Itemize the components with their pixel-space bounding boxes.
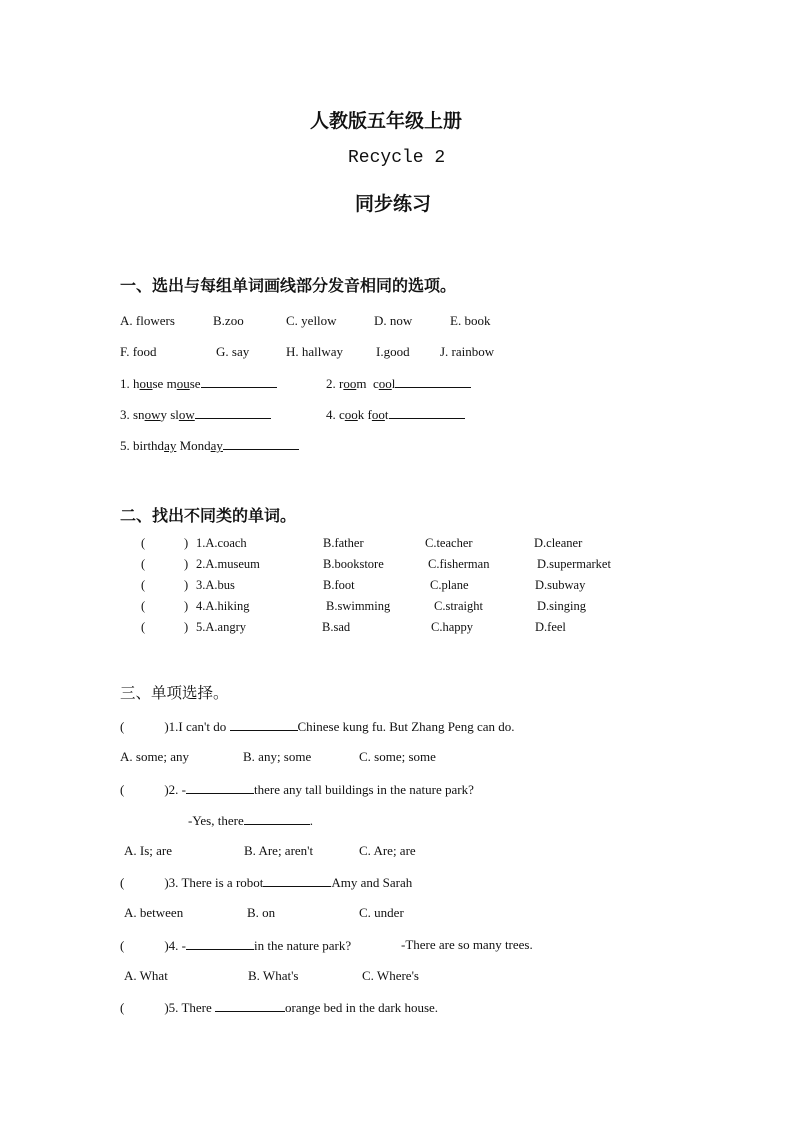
phonics-question-1 — [120, 375, 277, 392]
option: A. What — [124, 968, 168, 983]
word-part: m — [356, 376, 367, 391]
reply-text: -Yes, there — [188, 813, 244, 828]
answer-blank[interactable] — [244, 812, 310, 825]
underlined-part: oo — [343, 376, 357, 391]
phonics-question-5 — [120, 437, 299, 454]
choice: B.bookstore — [323, 557, 384, 571]
choice: C.fisherman — [428, 557, 490, 571]
mc-question-1 — [120, 718, 515, 735]
paren-open: ( — [120, 1000, 125, 1015]
option: I.good — [376, 344, 410, 359]
word-part: l — [391, 376, 396, 391]
underlined-part: ow — [178, 407, 195, 422]
word-part: f — [367, 407, 372, 422]
option: B. any; some — [243, 749, 312, 764]
answer-blank[interactable] — [186, 937, 254, 950]
mc-options-1 — [120, 749, 189, 765]
word-part: se — [189, 376, 201, 391]
phonics-question-3 — [120, 406, 271, 423]
answer-blank[interactable] — [395, 375, 471, 388]
question-text: in the nature park? — [254, 938, 352, 953]
worksheet-label: 同步练习 — [355, 193, 432, 215]
question-text: orange bed in the dark house. — [285, 1000, 439, 1015]
reply-text: -There are so many trees. — [401, 937, 533, 952]
word-part: k — [357, 407, 365, 422]
choice: C.happy — [431, 620, 474, 634]
choice: 1.A.coach — [196, 536, 247, 550]
word-part: Mond — [179, 438, 211, 453]
section-1-heading: 一、选出与每组单词画线部分发音相同的选项。 — [120, 276, 457, 295]
question-text: )1.I can't do — [164, 719, 230, 734]
question-text: there any tall buildings in the nature park? — [254, 782, 474, 797]
underlined-part: ay — [210, 438, 223, 453]
underlined-part: oo — [371, 407, 385, 422]
choice: D.feel — [535, 620, 566, 634]
choice: D.subway — [535, 578, 586, 592]
answer-blank[interactable] — [186, 781, 254, 794]
paren-close: ) — [184, 578, 189, 592]
option: H. hallway — [286, 344, 344, 359]
paren-open: ( — [141, 557, 146, 571]
choice: 3.A.bus — [196, 578, 235, 592]
unit-subtitle: Recycle 2 — [348, 148, 446, 168]
choice: D.singing — [537, 599, 586, 613]
choice: B.sad — [322, 620, 351, 634]
page-title: 人教版五年级上册 — [310, 110, 463, 132]
word-part: t — [384, 407, 389, 422]
question-text: )3. There is a robot — [164, 875, 264, 890]
choice: C.plane — [430, 578, 469, 592]
choice: 4.A.hiking — [196, 599, 250, 613]
choice: C.straight — [434, 599, 483, 613]
underlined-part: oo — [344, 407, 358, 422]
paren-close: ) — [184, 557, 189, 571]
paren-open: ( — [120, 875, 125, 890]
underlined-part: ou — [139, 376, 153, 391]
answer-blank[interactable] — [223, 437, 299, 450]
mc-reply-2 — [188, 812, 313, 829]
word-part: birthd — [133, 438, 165, 453]
option: A. Is; are — [124, 843, 173, 858]
option: B. What's — [248, 968, 299, 983]
paren-open: ( — [120, 782, 125, 797]
option: E. book — [450, 313, 491, 328]
paren-open: ( — [141, 599, 146, 613]
choice: B.foot — [323, 578, 355, 592]
option: C. yellow — [286, 313, 337, 328]
underlined-part: ay — [164, 438, 177, 453]
paren-open: ( — [141, 536, 146, 550]
answer-blank[interactable] — [201, 375, 277, 388]
question-number: 2. — [326, 376, 336, 391]
option: A. between — [124, 905, 184, 920]
choice: B.swimming — [326, 599, 391, 613]
mc-question-3 — [120, 874, 412, 891]
word-part: sl — [170, 407, 179, 422]
phonics-question-4 — [326, 406, 465, 423]
choice: 5.A.angry — [196, 620, 246, 634]
word-part: y — [160, 407, 167, 422]
underlined-part: oo — [378, 376, 392, 391]
word-part: r — [339, 376, 344, 391]
word-part: se — [152, 376, 164, 391]
section-2-heading: 二、找出不同类的单词。 — [120, 506, 297, 525]
option: B. Are; aren't — [244, 843, 314, 858]
paren-close: ) — [184, 599, 189, 613]
mc-question-2 — [120, 781, 474, 798]
paren-open: ( — [120, 719, 125, 734]
question-text: )5. There — [164, 1000, 215, 1015]
question-text: )2. - — [164, 782, 187, 797]
option: A. some; any — [120, 749, 189, 764]
word-part: c — [372, 376, 379, 391]
question-number: 3. — [120, 407, 130, 422]
underlined-part: ou — [176, 376, 190, 391]
paren-open: ( — [141, 578, 146, 592]
reply-text: . — [309, 813, 313, 828]
choice: D.cleaner — [534, 536, 583, 550]
mc-question-4 — [120, 937, 351, 954]
option: C. under — [359, 905, 404, 920]
option: F. food — [120, 344, 157, 359]
question-number: 4. — [326, 407, 336, 422]
word-part: sn — [133, 407, 145, 422]
question-number: 5. — [120, 438, 130, 453]
option: C. some; some — [359, 749, 436, 764]
answer-blank[interactable] — [195, 406, 271, 419]
answer-blank[interactable] — [263, 874, 331, 887]
choice: 2.A.museum — [196, 557, 260, 571]
question-text: Chinese kung fu. But Zhang Peng can do. — [297, 719, 515, 734]
choice: D.supermarket — [537, 557, 611, 571]
question-text: )4. - — [164, 938, 187, 953]
section-3-heading: 三、单项选择。 — [120, 684, 229, 702]
paren-open: ( — [120, 938, 125, 953]
phonics-question-2 — [326, 375, 471, 392]
mc-question-5 — [120, 999, 438, 1016]
paren-open: ( — [141, 620, 146, 634]
choice: B.father — [323, 536, 364, 550]
option: B.zoo — [213, 313, 244, 328]
question-number: 1. — [120, 376, 130, 391]
answer-blank[interactable] — [230, 718, 298, 731]
answer-blank[interactable] — [215, 999, 285, 1012]
option: B. on — [247, 905, 276, 920]
option: D. now — [374, 313, 413, 328]
word-part: m — [166, 376, 177, 391]
question-text: Amy and Sarah — [331, 875, 413, 890]
word-part: c — [339, 407, 345, 422]
paren-close: ) — [184, 620, 189, 634]
choice: C.teacher — [425, 536, 473, 550]
option: C. Are; are — [359, 843, 416, 858]
option: G. say — [216, 344, 250, 359]
paren-close: ) — [184, 536, 189, 550]
underlined-part: ow — [144, 407, 161, 422]
answer-blank[interactable] — [389, 406, 465, 419]
option: A. flowers — [120, 313, 175, 328]
option: C. Where's — [362, 968, 419, 983]
option: J. rainbow — [440, 344, 495, 359]
word-part: h — [133, 376, 140, 391]
